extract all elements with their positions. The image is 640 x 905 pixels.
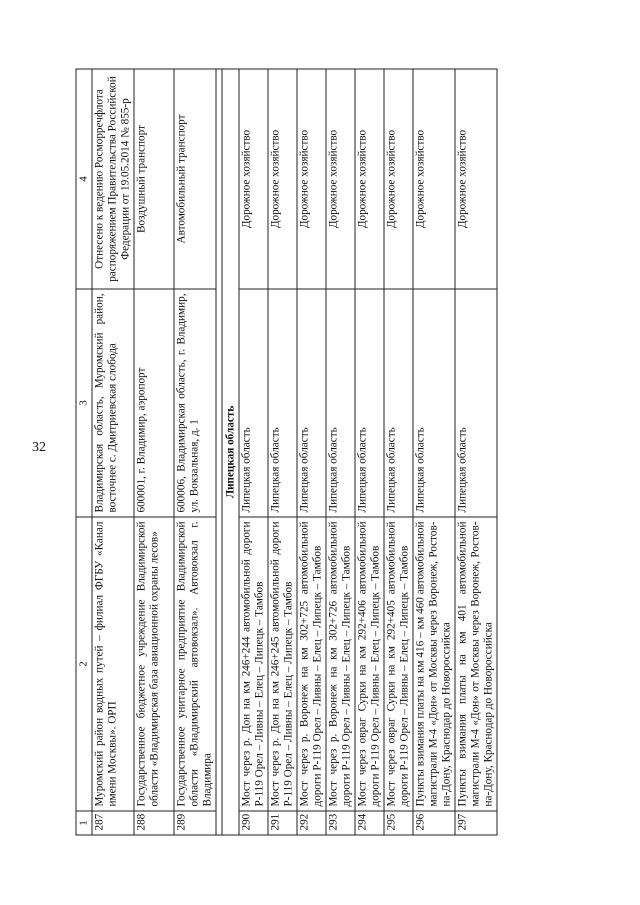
- object-category: Дорожное хозяйство: [455, 69, 497, 289]
- row-number: 296: [413, 811, 455, 835]
- object-location: Липецкая область: [455, 289, 497, 517]
- row-number: 287: [92, 811, 134, 835]
- object-category: Дорожное хозяйство: [384, 69, 413, 289]
- object-location: Липецкая область: [268, 289, 297, 517]
- object-name: Мост через овраг Сурки на км 292+405 автомобильной дороги Р-119 Орел – Ливны – Елец – Липецк – Тамбов: [384, 517, 413, 811]
- object-category: Дорожное хозяйство: [355, 69, 384, 289]
- object-category: Дорожное хозяйство: [326, 69, 355, 289]
- object-name: Мост через р. Воронеж на км 302+725 автомобильной дороги Р-119 Орел – Ливны – Елец – Липецк – Тамбов: [297, 517, 326, 811]
- object-location: Липецкая область: [297, 289, 326, 517]
- row-number: 288: [134, 811, 174, 835]
- object-location: Липецкая область: [384, 289, 413, 517]
- row-number: 295: [384, 811, 413, 835]
- object-name: Пункты взимания платы на км 401 автомобильной магистрали М-4 «Дон» от Москвы через Воронеж, Ростов-на-Дону, Краснодар до Новороссийска: [455, 517, 497, 811]
- object-location: 600001, г. Владимир, аэропорт: [134, 289, 174, 517]
- header-col-2: 2: [76, 517, 92, 811]
- row-number: 291: [268, 811, 297, 835]
- object-name: Государственное унитарное предприятие Владимирской области «Владимирский автовокзал». Автовокзал г. Владимира: [174, 517, 216, 811]
- section-row: [222, 69, 239, 835]
- table-row: [326, 69, 355, 835]
- table-row: [384, 69, 413, 835]
- section-title: Липецкая область: [222, 69, 239, 835]
- object-name: Мост через р. Воронеж на км 302+726 автомобильной дороги Р-119 Орел – Ливны – Елец – Липецк – Тамбов: [326, 517, 355, 811]
- object-name: Мост через р. Дон на км 246+245 автомобильной дороги Р-119 Орел – Ливны – Елец – Липецк – Тамбов: [268, 517, 297, 811]
- row-number: 294: [355, 811, 384, 835]
- object-category: Дорожное хозяйство: [268, 69, 297, 289]
- table-row: [455, 69, 497, 835]
- object-location: Липецкая область: [413, 289, 455, 517]
- object-name: Государственное бюджетное учреждение Владимирской области «Владимирская база авиационной охраны лесов»: [134, 517, 174, 811]
- object-location: 600006, Владимирская область, г. Владимир, ул. Вокзальная, д. 1: [174, 289, 216, 517]
- table-row: [239, 69, 268, 835]
- table-header-row: [76, 69, 92, 835]
- table-row: [174, 69, 216, 835]
- object-category: Дорожное хозяйство: [297, 69, 326, 289]
- objects-table: [76, 69, 498, 836]
- table-row: [355, 69, 384, 835]
- object-location: Липецкая область: [355, 289, 384, 517]
- object-category: Воздушный транспорт: [134, 69, 174, 289]
- object-name: Мост через р. Дон на км 246+244 автомобильной дороги Р-119 Орел – Ливны – Елец – Липецк – Тамбов: [239, 517, 268, 811]
- object-location: Владимирская область, Муромский район, восточнее с. Дмитриевская слобода: [92, 289, 134, 517]
- object-location: Липецкая область: [326, 289, 355, 517]
- object-category: Автомобильный транспорт: [174, 69, 216, 289]
- header-col-1: 1: [76, 811, 92, 835]
- row-number: 290: [239, 811, 268, 835]
- rotated-table-container: [76, 70, 565, 836]
- table-row: [134, 69, 174, 835]
- header-col-3: 3: [76, 289, 92, 517]
- object-category: Дорожное хозяйство: [413, 69, 455, 289]
- table-row: [92, 69, 134, 835]
- header-col-4: 4: [76, 69, 92, 289]
- row-number: 292: [297, 811, 326, 835]
- object-location: Липецкая область: [239, 289, 268, 517]
- object-category: Отнесено к ведению Росморречфлота распоряжением Правительства Российской Федерации от 19.05.2014 № 855-р: [92, 69, 134, 289]
- object-name: Мост через овраг Сурки на км 292+406 автомобильной дороги Р-119 Орел – Ливны – Елец – Липецк – Тамбов: [355, 517, 384, 811]
- object-name: Пункты взимания платы на км 416 – км 460 автомобильной магистрали М-4 «Дон» от Москвы через Воронеж, Ростов-на-Дону, Краснодар до Новороссийска: [413, 517, 455, 811]
- table-row: [297, 69, 326, 835]
- object-name: Муромский район водных путей – филиал ФГБУ «Канал имени Москвы». ОРП: [92, 517, 134, 811]
- object-category: Дорожное хозяйство: [239, 69, 268, 289]
- table-row: [268, 69, 297, 835]
- page-number: 32: [32, 440, 46, 455]
- row-number: 293: [326, 811, 355, 835]
- row-number: 289: [174, 811, 216, 835]
- table-row: [413, 69, 455, 835]
- row-number: 297: [455, 811, 497, 835]
